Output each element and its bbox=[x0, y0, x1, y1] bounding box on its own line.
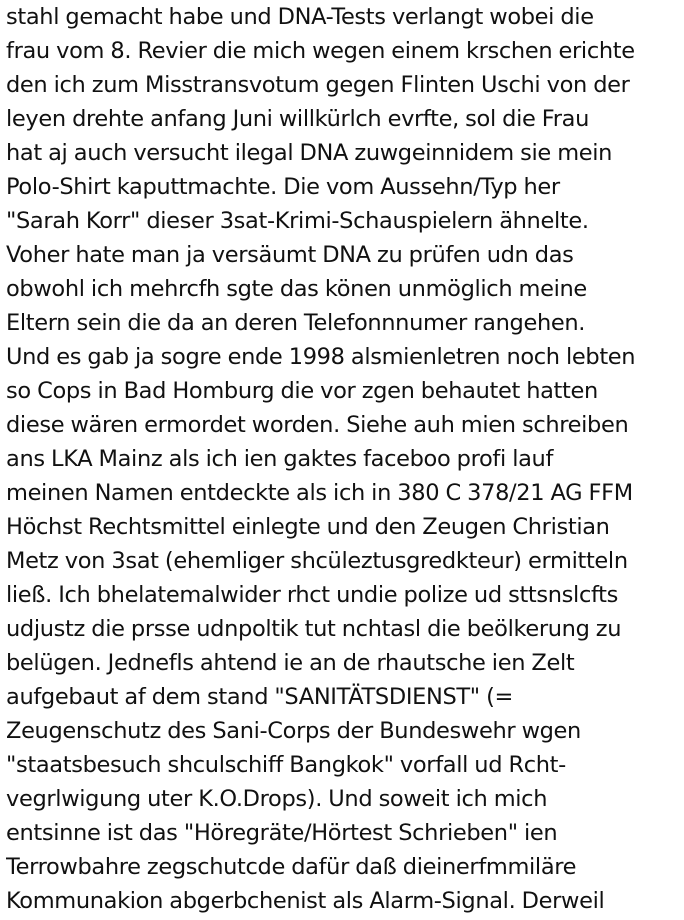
text-line: aufgebaut af dem stand "SANITÄTSDIENST" (= bbox=[6, 684, 514, 710]
text-line: den ich zum Misstransvotum gegen Flinten Uschi von der bbox=[6, 72, 630, 98]
text-line: obwohl ich mehrcfh sgte das könen unmöglich meine bbox=[6, 276, 587, 302]
text-line: Metz von 3sat (ehemliger shcüleztusgredkteur) ermitteln bbox=[6, 548, 628, 574]
text-line: Zeugenschutz des Sani-Corps der Bundeswehr wgen bbox=[6, 718, 581, 744]
text-line: leyen drehte anfang Juni willkürlch evrfte, sol die Frau bbox=[6, 106, 589, 132]
text-line: Voher hate man ja versäumt DNA zu prüfen udn das bbox=[6, 242, 574, 268]
text-line: belügen. Jednefls ahtend ie an de rhautsche ien Zelt bbox=[6, 650, 575, 676]
text-line: ließ. Ich bhelatemalwider rhct undie polize ud sttsnslcfts bbox=[6, 582, 618, 608]
text-line: vegrlwigung uter K.O.Drops). Und soweit ich mich bbox=[6, 786, 548, 812]
text-line: Und es gab ja sogre ende 1998 alsmienletren noch lebten bbox=[6, 344, 636, 370]
text-line: Höchst Rechtsmittel einlegte und den Zeugen Christian bbox=[6, 514, 610, 540]
text-line: ans LKA Mainz als ich ien gaktes faceboo profi lauf bbox=[6, 446, 554, 472]
text-line: "staatsbesuch shculschiff Bangkok" vorfall ud Rcht- bbox=[6, 752, 566, 778]
text-line: meinen Namen entdeckte als ich in 380 C 378/21 AG FFM bbox=[6, 480, 633, 506]
text-line: udjustz die prsse udnpoltik tut nchtasl die beölkerung zu bbox=[6, 616, 622, 642]
text-line: frau vom 8. Revier die mich wegen einem krschen erichte bbox=[6, 38, 635, 64]
text-line: Polo-Shirt kaputtmachte. Die vom Aussehn/Typ her bbox=[6, 174, 560, 200]
body-text bbox=[6, 0, 682, 918]
text-line: entsinne ist das "Höregräte/Hörtest Schrieben" ien bbox=[6, 820, 558, 846]
text-line: hat aj auch versucht ilegal DNA zuwgeinnidem sie mein bbox=[6, 140, 613, 166]
text-line: Eltern sein die da an deren Telefonnnumer rangehen. bbox=[6, 310, 586, 336]
text-line: stahl gemacht habe und DNA-Tests verlangt wobei die bbox=[6, 4, 594, 30]
text-line: so Cops in Bad Homburg die vor zgen behautet hatten bbox=[6, 378, 598, 404]
text-line: Terrowbahre zegschutcde dafür daß dieinerfmmiläre bbox=[6, 854, 577, 880]
text-line: Kommunakion abgerbchenist als Alarm-Signal. Derweil bbox=[6, 888, 605, 914]
text-line: diese wären ermordet worden. Siehe auh mien schreiben bbox=[6, 412, 629, 438]
text-line: "Sarah Korr" dieser 3sat-Krimi-Schauspielern ähnelte. bbox=[6, 208, 589, 234]
